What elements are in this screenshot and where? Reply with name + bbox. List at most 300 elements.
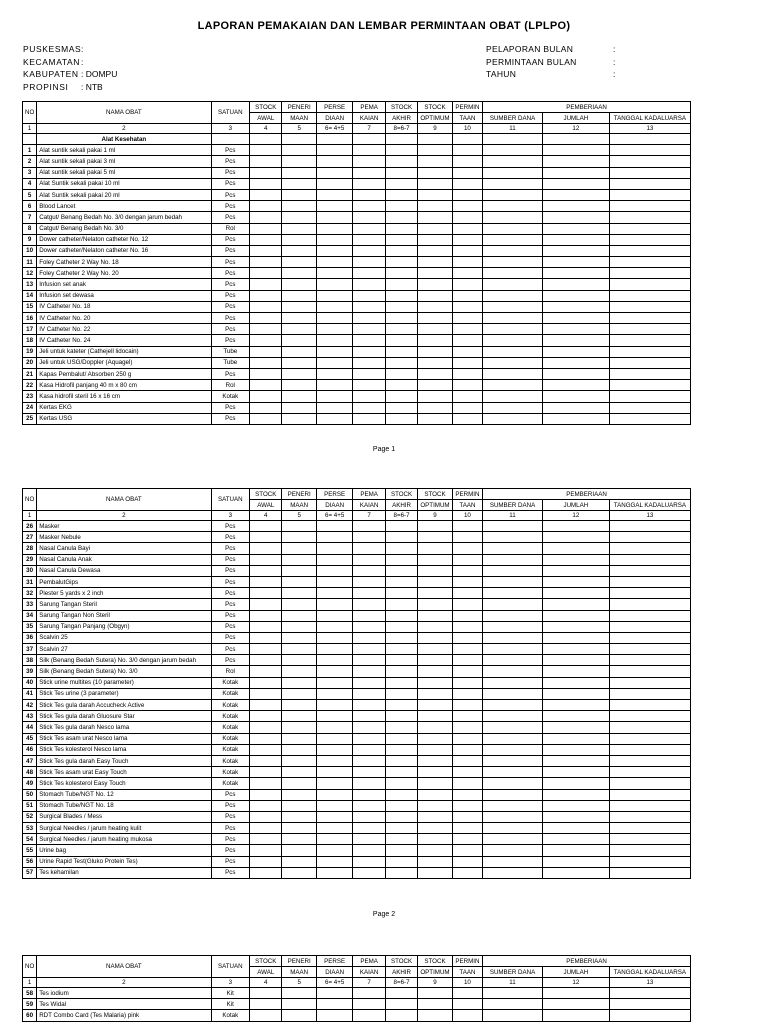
cell-empty [542, 722, 609, 733]
cell-empty [250, 733, 282, 744]
cell-empty [483, 632, 543, 643]
cell-empty [542, 413, 609, 424]
row-nama-obat: Surgical Needles / jarum heating mukosa [37, 834, 211, 845]
cell-empty [282, 156, 316, 167]
column-number: 10 [452, 124, 482, 134]
header-left-field-value: : [81, 44, 84, 54]
cell-empty [542, 845, 609, 856]
cell-empty [542, 391, 609, 402]
cell-empty [385, 257, 417, 268]
col-subheader-stock-optimum: OPTIMUM [418, 113, 452, 124]
cell-empty [418, 711, 452, 722]
cell-empty [418, 576, 452, 587]
cell-empty [452, 532, 482, 543]
cell-empty [250, 755, 282, 766]
cell-empty [353, 257, 385, 268]
cell-empty [542, 588, 609, 599]
column-number: 5 [282, 511, 316, 521]
cell-empty [609, 201, 690, 212]
cell-empty [316, 621, 352, 632]
cell-empty [542, 711, 609, 722]
table-header-row [23, 489, 691, 500]
cell-empty [418, 588, 452, 599]
cell-empty [353, 677, 385, 688]
cell-empty [282, 644, 316, 655]
header-right-field-value: : [613, 69, 616, 79]
cell-empty [385, 521, 417, 532]
cell-empty [452, 823, 482, 834]
row-no: 28 [23, 543, 37, 554]
column-number: 6= 4+5 [316, 978, 352, 988]
column-number: 11 [483, 978, 543, 988]
row-nama-obat: Plester 5 yards x 2 inch [37, 588, 211, 599]
cell-empty [316, 521, 352, 532]
cell-empty [316, 744, 352, 755]
cell-empty [250, 655, 282, 666]
cell-empty [542, 811, 609, 822]
table-row [23, 767, 691, 778]
cell-empty [542, 733, 609, 744]
row-no: 37 [23, 644, 37, 655]
col-header-no: NO [23, 489, 37, 511]
cell-empty [418, 178, 452, 189]
cell-empty [609, 413, 690, 424]
cell-empty [250, 845, 282, 856]
row-nama-obat: IV Catheter No. 20 [37, 313, 211, 324]
row-nama-obat: IV Catheter No. 24 [37, 335, 211, 346]
cell-empty [452, 767, 482, 778]
cell-empty [316, 688, 352, 699]
cell-empty [452, 368, 482, 379]
row-no: 5 [23, 189, 37, 200]
cell-empty [316, 212, 352, 223]
row-satuan: Pcs [211, 856, 250, 867]
row-no: 21 [23, 368, 37, 379]
cell-empty [542, 201, 609, 212]
row-no: 1 [23, 145, 37, 156]
col-header-persediaan: PERSE [316, 956, 352, 967]
cell-empty [385, 335, 417, 346]
row-no: 49 [23, 778, 37, 789]
cell-empty [385, 644, 417, 655]
row-nama-obat: Silk (Benang Bedah Sutera) No. 3/0 dengan jarum bedah [37, 655, 211, 666]
cell-empty [385, 134, 417, 145]
cell-empty [316, 268, 352, 279]
cell-empty [316, 800, 352, 811]
cell-empty [452, 565, 482, 576]
column-number: 6= 4+5 [316, 511, 352, 521]
col-header-sumber-dana: SUMBER DANA [483, 967, 543, 978]
cell-empty [282, 621, 316, 632]
row-satuan: Pcs [211, 167, 250, 178]
cell-empty [316, 599, 352, 610]
row-satuan: Rol [211, 666, 250, 677]
cell-empty [452, 700, 482, 711]
cell-empty [353, 413, 385, 424]
cell-empty [483, 722, 543, 733]
column-number: 11 [483, 124, 543, 134]
row-no: 10 [23, 245, 37, 256]
col-header-stock-akhir: STOCK [385, 102, 417, 113]
cell-empty [385, 834, 417, 845]
cell-empty [418, 789, 452, 800]
cell-empty [418, 644, 452, 655]
row-no: 40 [23, 677, 37, 688]
cell-empty [385, 655, 417, 666]
cell-empty [353, 644, 385, 655]
col-header-stock-optimum: STOCK [418, 956, 452, 967]
cell-empty [483, 644, 543, 655]
table-row [23, 245, 691, 256]
column-number: 1 [23, 124, 37, 134]
col-header-pemberian: PEMBERIAAN [483, 102, 691, 113]
table-row [23, 532, 691, 543]
table-row [23, 268, 691, 279]
table-row [23, 655, 691, 666]
cell-empty [483, 223, 543, 234]
row-nama-obat: Kasa hidrofil steril 16 x 16 cm [37, 391, 211, 402]
cell-empty [483, 301, 543, 312]
cell-empty [316, 666, 352, 677]
cell-empty [609, 688, 690, 699]
cell-empty [452, 402, 482, 413]
cell-empty [542, 290, 609, 301]
cell-empty [250, 413, 282, 424]
row-satuan: Pcs [211, 212, 250, 223]
cell-empty [418, 134, 452, 145]
cell-empty [483, 313, 543, 324]
column-number: 10 [452, 511, 482, 521]
cell-empty [282, 257, 316, 268]
cell-empty [316, 610, 352, 621]
cell-empty [452, 733, 482, 744]
cell-empty [282, 290, 316, 301]
cell-empty [483, 1010, 543, 1021]
cell-empty [542, 245, 609, 256]
table-row [23, 610, 691, 621]
table-row [23, 543, 691, 554]
cell-empty [452, 234, 482, 245]
cell-empty [609, 823, 690, 834]
cell-empty [385, 666, 417, 677]
cell-empty [452, 999, 482, 1010]
row-nama-obat: Stick urine multites (10 parameter) [37, 677, 211, 688]
cell-empty [542, 823, 609, 834]
row-no: 18 [23, 335, 37, 346]
col-header-permintaan: PERMIN [452, 489, 482, 500]
row-no: 14 [23, 290, 37, 301]
cell-empty [483, 778, 543, 789]
cell-empty [609, 521, 690, 532]
column-number: 2 [37, 511, 211, 521]
cell-empty [385, 621, 417, 632]
cell-empty [385, 811, 417, 822]
cell-empty [316, 677, 352, 688]
cell-empty [385, 767, 417, 778]
row-no: 23 [23, 391, 37, 402]
cell-empty [385, 700, 417, 711]
cell-empty [385, 632, 417, 643]
row-satuan: Pcs [211, 156, 250, 167]
row-no: 43 [23, 711, 37, 722]
cell-empty [250, 201, 282, 212]
row-nama-obat: Scalvin 27 [37, 644, 211, 655]
row-nama-obat: Silk (Benang Bedah Sutera) No. 3/0 [37, 666, 211, 677]
cell-empty [452, 778, 482, 789]
cell-empty [483, 189, 543, 200]
cell-empty [353, 588, 385, 599]
cell-empty [418, 245, 452, 256]
cell-empty [250, 391, 282, 402]
cell-empty [353, 700, 385, 711]
cell-empty [452, 245, 482, 256]
cell-empty [609, 189, 690, 200]
cell-empty [542, 543, 609, 554]
cell-empty [609, 733, 690, 744]
cell-empty [250, 700, 282, 711]
row-satuan: Kit [211, 988, 250, 999]
cell-empty [418, 357, 452, 368]
row-nama-obat: Alat suntik sekali pakai 5 ml [37, 167, 211, 178]
row-satuan: Pcs [211, 823, 250, 834]
cell-empty [353, 632, 385, 643]
cell-empty [418, 212, 452, 223]
cell-empty [385, 313, 417, 324]
cell-empty [452, 588, 482, 599]
cell-empty [542, 346, 609, 357]
cell-empty [316, 380, 352, 391]
cell-empty [542, 324, 609, 335]
table-row [23, 313, 691, 324]
col-header-kadaluarsa: TANGGAL KADALUARSA [609, 500, 690, 511]
cell-empty [483, 744, 543, 755]
cell-empty [250, 677, 282, 688]
cell-empty [282, 554, 316, 565]
cell-empty [282, 313, 316, 324]
cell-empty [250, 588, 282, 599]
col-header-sumber-dana: SUMBER DANA [483, 113, 543, 124]
row-nama-obat: Nasal Canula Bayi [37, 543, 211, 554]
cell-empty [452, 834, 482, 845]
row-satuan: Pcs [211, 178, 250, 189]
cell-empty [282, 178, 316, 189]
row-no: 52 [23, 811, 37, 822]
column-number: 7 [353, 511, 385, 521]
row-no: 3 [23, 167, 37, 178]
row-no: 19 [23, 346, 37, 357]
cell-empty [452, 789, 482, 800]
row-nama-obat: Masker Nebule [37, 532, 211, 543]
cell-empty [385, 755, 417, 766]
cell-empty [542, 621, 609, 632]
cell-empty [609, 845, 690, 856]
cell-empty [483, 380, 543, 391]
row-satuan: Kit [211, 999, 250, 1010]
header-right-field-value: : [613, 56, 616, 67]
cell-empty [250, 346, 282, 357]
cell-empty [385, 189, 417, 200]
cell-empty [250, 778, 282, 789]
row-nama-obat: Stomach Tube/NGT No. 12 [37, 789, 211, 800]
cell-empty [609, 234, 690, 245]
row-satuan: Pcs [211, 811, 250, 822]
cell-empty [385, 800, 417, 811]
cell-empty [250, 368, 282, 379]
cell-empty [418, 767, 452, 778]
cell-empty [609, 268, 690, 279]
cell-empty [250, 688, 282, 699]
cell-empty [418, 346, 452, 357]
cell-empty [609, 245, 690, 256]
cell-empty [452, 644, 482, 655]
row-no: 58 [23, 988, 37, 999]
cell-empty [282, 744, 316, 755]
col-header-satuan: SATUAN [211, 489, 250, 511]
row-no: 13 [23, 279, 37, 290]
row-nama-obat: Scalvin 25 [37, 632, 211, 643]
col-header-pemakaian: PEMA [353, 102, 385, 113]
cell-empty [609, 789, 690, 800]
cell-empty [542, 268, 609, 279]
row-no: 16 [23, 313, 37, 324]
cell-empty [418, 167, 452, 178]
column-number: 1 [23, 978, 37, 988]
cell-empty [316, 722, 352, 733]
column-number-row [23, 978, 691, 988]
cell-empty [542, 554, 609, 565]
table-row [23, 279, 691, 290]
cell-empty [609, 335, 690, 346]
cell-empty [385, 167, 417, 178]
cell-empty [385, 599, 417, 610]
cell-empty [282, 789, 316, 800]
row-satuan: Kotak [211, 722, 250, 733]
cell-empty [353, 811, 385, 822]
cell-empty [609, 145, 690, 156]
cell-empty [316, 201, 352, 212]
cell-empty [353, 733, 385, 744]
cell-empty [542, 677, 609, 688]
row-satuan: Pcs [211, 834, 250, 845]
cell-empty [385, 279, 417, 290]
table-row [23, 521, 691, 532]
cell-empty [316, 279, 352, 290]
column-number: 5 [282, 124, 316, 134]
cell-empty [452, 1010, 482, 1021]
table-row [23, 368, 691, 379]
cell-empty [418, 800, 452, 811]
cell-empty [282, 722, 316, 733]
table-row [23, 800, 691, 811]
table-row [23, 688, 691, 699]
cell-empty [385, 722, 417, 733]
cell-empty [418, 632, 452, 643]
cell-empty [353, 167, 385, 178]
column-number: 8=6-7 [385, 511, 417, 521]
row-nama-obat: Alat Suntik sekali pakai 20 ml [37, 189, 211, 200]
cell-empty [353, 380, 385, 391]
col-header-nama: NAMA OBAT [37, 956, 211, 978]
row-nama-obat: Surgical Needles / jarum heating kulit [37, 823, 211, 834]
cell-empty [542, 778, 609, 789]
column-number: 9 [418, 978, 452, 988]
header-right [486, 43, 633, 81]
cell-empty [483, 245, 543, 256]
cell-empty [542, 532, 609, 543]
cell-empty [483, 234, 543, 245]
cell-empty [250, 610, 282, 621]
cell-empty [282, 632, 316, 643]
col-subheader-persediaan: DIAAN [316, 500, 352, 511]
row-no: 51 [23, 800, 37, 811]
cell-empty [353, 335, 385, 346]
row-nama-obat: Tes iodium [37, 988, 211, 999]
cell-empty [353, 301, 385, 312]
cell-empty [452, 744, 482, 755]
row-satuan: Pcs [211, 632, 250, 643]
cell-empty [385, 532, 417, 543]
row-satuan: Kotak [211, 677, 250, 688]
cell-empty [418, 988, 452, 999]
cell-empty [282, 588, 316, 599]
column-number: 9 [418, 124, 452, 134]
cell-empty [316, 134, 352, 145]
column-number-row [23, 124, 691, 134]
cell-empty [542, 134, 609, 145]
cell-empty [282, 834, 316, 845]
cell-empty [609, 313, 690, 324]
row-satuan: Pcs [211, 201, 250, 212]
cell-empty [609, 744, 690, 755]
cell-empty [353, 189, 385, 200]
table-row [23, 565, 691, 576]
cell-empty [418, 1010, 452, 1021]
cell-empty [353, 234, 385, 245]
header-left-field-key: KABUPATEN [23, 69, 79, 79]
header-right-field-key: PERMINTAAN BULAN [486, 56, 577, 67]
row-no: 22 [23, 380, 37, 391]
section-title: Alat Kesehatan [37, 134, 211, 145]
header-right-field-value: : [613, 44, 616, 54]
table-row [23, 234, 691, 245]
cell-empty [211, 134, 250, 145]
table-row [23, 599, 691, 610]
cell-empty [418, 554, 452, 565]
lplpo-table [22, 955, 691, 1022]
table-row [23, 324, 691, 335]
cell-empty [483, 178, 543, 189]
cell-empty [353, 722, 385, 733]
row-satuan: Kotak [211, 733, 250, 744]
cell-empty [609, 800, 690, 811]
cell-empty [282, 688, 316, 699]
cell-empty [282, 201, 316, 212]
cell-empty [353, 988, 385, 999]
cell-empty [452, 335, 482, 346]
cell-empty [418, 610, 452, 621]
cell-empty [542, 521, 609, 532]
cell-empty [282, 380, 316, 391]
cell-empty [418, 755, 452, 766]
col-subheader-pemakaian: KAIAN [353, 113, 385, 124]
cell-empty [385, 368, 417, 379]
cell-empty [385, 789, 417, 800]
cell-empty [609, 755, 690, 766]
cell-empty [353, 789, 385, 800]
col-subheader-penerimaan: MAAN [282, 967, 316, 978]
cell-empty [418, 145, 452, 156]
cell-empty [418, 867, 452, 878]
